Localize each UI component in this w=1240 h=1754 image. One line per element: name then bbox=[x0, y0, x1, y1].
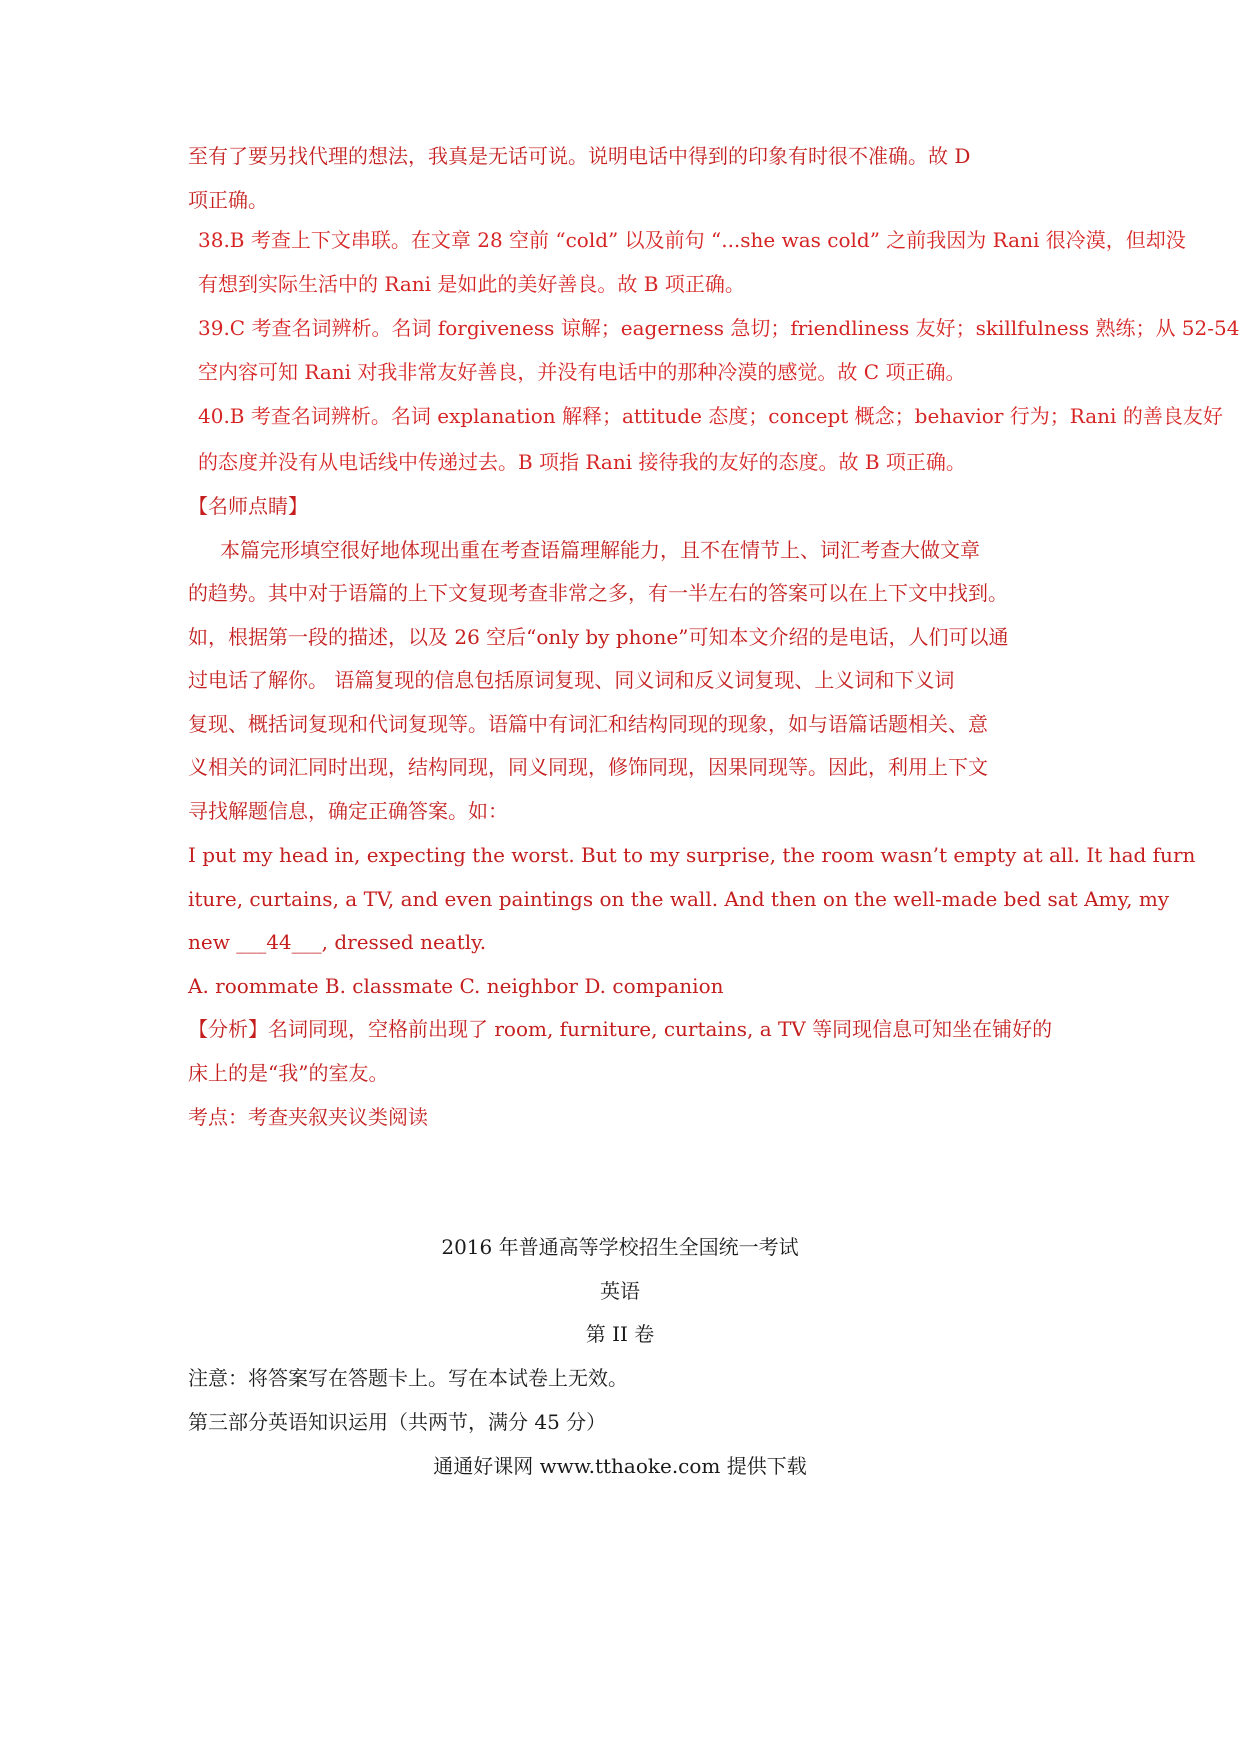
teacher-tip-heading: 【名师点睛】 bbox=[188, 494, 308, 518]
answer-38-line-1: 38.B 考查上下文串联。在文章 28 空前 “cold” 以及前句 “...she was cold” 之前我因为 Rani 很冷漠，但却没 bbox=[198, 228, 1186, 252]
exam-title: 2016 年普通高等学校招生全国统一考试 bbox=[441, 1235, 799, 1259]
exam-section-heading: 第三部分英语知识运用（共两节，满分 45 分） bbox=[188, 1410, 607, 1434]
tip-paragraph-line-6: 义相关的词汇同时出现，结构同现，同义同现，修饰同现，因果同现等。因此，利用上下文 bbox=[188, 755, 988, 779]
example-passage-line-1: I put my head in, expecting the worst. But to my surprise, the room wasn’t empty at all. It had furn bbox=[188, 843, 1196, 867]
answer-38-line-2: 有想到实际生活中的 Rani 是如此的美好善良。故 B 项正确。 bbox=[198, 272, 745, 296]
tip-paragraph-line-5: 复现、概括词复现和代词复现等。语篇中有词汇和结构同现的现象，如与语篇话题相关、意 bbox=[188, 712, 988, 736]
tip-paragraph-line-7: 寻找解题信息，确定正确答案。如： bbox=[188, 799, 508, 823]
analysis-paragraph-line-1: 【分析】名词同现，空格前出现了 room, furniture, curtains, a TV 等同现信息可知坐在铺好的 bbox=[188, 1017, 1053, 1041]
exam-subject: 英语 bbox=[600, 1279, 640, 1303]
tip-paragraph-line-4: 过电话了解你。 语篇复现的信息包括原词复现、同义词和反义词复现、上义词和下义词 bbox=[188, 668, 955, 692]
exam-notice: 注意：将答案写在答题卡上。写在本试卷上无效。 bbox=[188, 1366, 628, 1390]
analysis-paragraph-line-2: 床上的是“我”的室友。 bbox=[188, 1061, 389, 1085]
example-passage-line-2: iture, curtains, a TV, and even paintings on the wall. And then on the well-made bed sat Amy, my bbox=[188, 887, 1170, 911]
example-options: A. roommate B. classmate C. neighbor D. companion bbox=[188, 974, 724, 998]
tip-paragraph-line-3: 如，根据第一段的描述，以及 26 空后“only by phone”可知本文介绍的是电话，人们可以通 bbox=[188, 625, 1009, 649]
exam-volume: 第 II 卷 bbox=[585, 1322, 655, 1346]
tip-paragraph-line-1: 本篇完形填空很好地体现出重在考查语篇理解能力，且不在情节上、词汇考查大做文章 bbox=[220, 538, 980, 562]
tip-paragraph-line-2: 的趋势。其中对于语篇的上下文复现考查非常之多，有一半左右的答案可以在上下文中找到。 bbox=[188, 581, 1008, 605]
analysis-line-2: 项正确。 bbox=[188, 188, 268, 212]
exam-point: 考点：考查夹叙夹议类阅读 bbox=[188, 1105, 428, 1129]
answer-40-line-2: 的态度并没有从电话线中传递过去。B 项指 Rani 接待我的友好的态度。故 B 项正确。 bbox=[198, 450, 966, 474]
page-footer: 通通好课网 www.tthaoke.com 提供下载 bbox=[433, 1454, 807, 1478]
answer-39-line-1: 39.C 考查名词辨析。名词 forgiveness 谅解；eagerness 急切；friendliness 友好；skillfulness 熟练；从 52-54 bbox=[198, 316, 1240, 340]
analysis-line-1: 至有了要另找代理的想法，我真是无话可说。说明电话中得到的印象有时很不准确。故 D bbox=[188, 144, 971, 168]
answer-39-line-2: 空内容可知 Rani 对我非常友好善良，并没有电话中的那种冷漠的感觉。故 C 项正确。 bbox=[198, 360, 966, 384]
example-passage-line-3: new ___44___, dressed neatly. bbox=[188, 930, 487, 954]
answer-40-line-1: 40.B 考查名词辨析。名词 explanation 解释；attitude 态度；concept 概念；behavior 行为；Rani 的善良友好 bbox=[198, 404, 1223, 428]
